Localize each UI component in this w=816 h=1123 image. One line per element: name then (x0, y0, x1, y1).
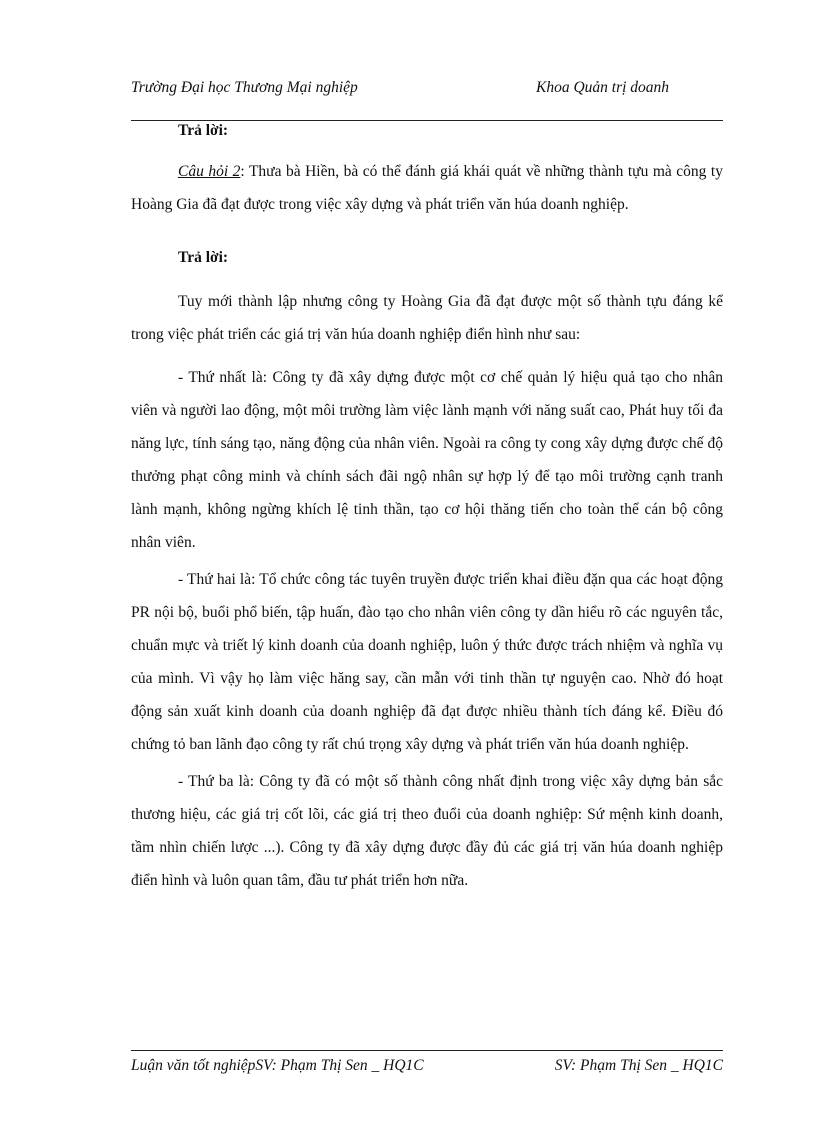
question-paragraph (131, 155, 723, 221)
point-one-paragraph: - Thứ nhất là: Công ty đã xây dựng được một cơ chế quản lý hiệu quả tạo cho nhân viên và người lao động, một môi trường làm việc lành mạnh với năng suất cao, Phát huy tối đa năng lực, tính sáng tạo, năng động của nhân viên. Ngoài ra công ty cong xây dựng được chế độ thưởng phạt công minh và chính sách đãi ngộ nhân sự hợp lý để tạo môi trường cạnh tranh lành mạnh, không ngừng khích lệ tinh thần, tạo cơ hội thăng tiến cho toàn thể cán bộ công nhân viên. (131, 369, 723, 551)
answer-label: Trả lời: (178, 122, 229, 139)
question-text: : Thưa bà Hiền, bà có thể đánh giá khái quát về những thành tựu mà công ty Hoàng Gia đã đạt được trong việc xây dựng và phát triển văn húa doanh nghiệp. (131, 163, 723, 213)
header-school: Trường Đại học Thương Mại nghiệp (131, 79, 358, 96)
footer-student: SV: Phạm Thị Sen _ HQ1C (554, 1057, 723, 1074)
header-faculty: Khoa Quản trị doanh (536, 79, 670, 96)
footer-divider (131, 1050, 723, 1051)
document-body (131, 120, 723, 897)
point-two-paragraph: - Thứ hai là: Tổ chức công tác tuyên truyền được triển khai điều đặn qua các hoạt động PR nội bộ, buổi phổ biến, tập huấn, đào tạo cho nhân viên công ty dần hiểu rõ các nguyên tắc, chuẩn mực và triết lý kinh doanh của doanh nghiệp, luôn ý thức được trách nhiệm và nghĩa vụ của mình. Vì vậy họ làm việc hăng say, cần mẫn với tinh thần tự nguyện cao. Nhờ đó hoạt động sản xuất kinh doanh của doanh nghiệp đã đạt được nhiều thành tích đáng kể. Điều đó chứng tỏ ban lãnh đạo công ty rất chú trọng xây dựng và phát triển văn húa doanh nghiệp. (131, 571, 723, 753)
question-label: Câu hỏi 2 (178, 163, 241, 180)
footer-thesis: Luận văn tốt nghiệpSV: Phạm Thị Sen _ HQ1C (131, 1057, 424, 1074)
point-three-paragraph: - Thứ ba là: Công ty đã có một số thành công nhất định trong việc xây dựng bản sắc thương hiệu, các giá trị cốt lõi, các giá trị theo đuổi của doanh nghiệp: Sứ mệnh kinh doanh, tầm nhìn chiến lược ...). Công ty đã xây dựng được đầy đủ các giá trị văn húa doanh nghiệp điển hình và luôn quan tâm, đầu tư phát triển hơn nữa. (131, 773, 723, 889)
intro-paragraph: Tuy mới thành lập nhưng công ty Hoàng Gia đã đạt được một số thành tựu đáng kể trong việc phát triển các giá trị văn húa doanh nghiệp điển hình như sau: (131, 293, 723, 343)
answer-label-2: Trả lời: (178, 249, 229, 266)
